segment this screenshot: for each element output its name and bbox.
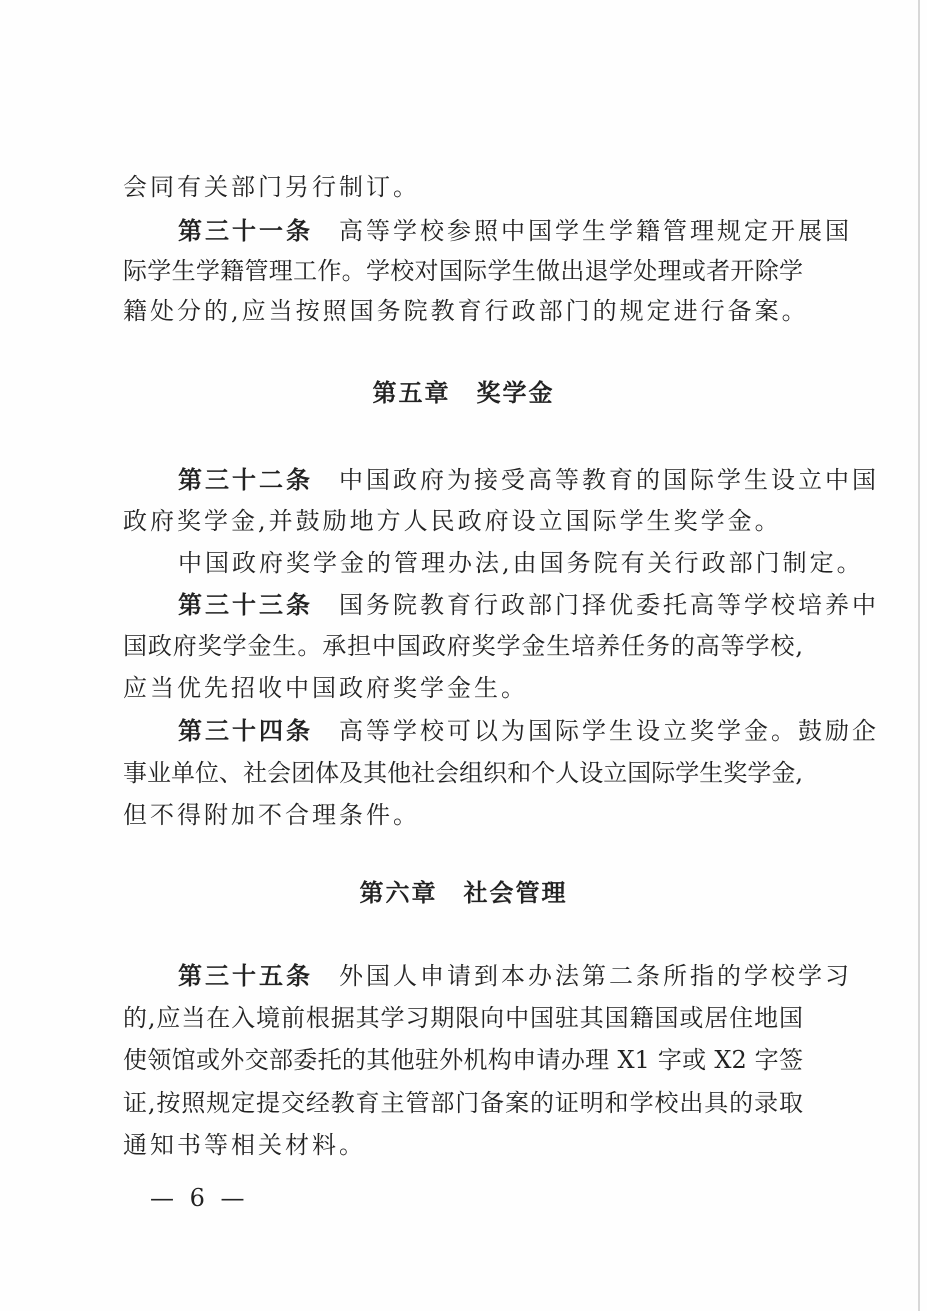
article-33-text: 国务院教育行政部门择优委托高等学校培养中 [339, 591, 879, 619]
text-line: 的,应当在入境前根据其学习期限向中国驻其国籍国或居住地国 [123, 1004, 803, 1032]
page-number: — 6 — [150, 1184, 249, 1212]
text-line: 政府奖学金,并鼓励地方人民政府设立国际学生奖学金。 [123, 507, 782, 535]
text-line: 应当优先招收中国政府奖学金生。 [123, 674, 528, 702]
article-35-text: 外国人申请到本办法第二条所指的学校学习 [339, 962, 852, 990]
text-line: 中国政府奖学金的管理办法,由国务院有关行政部门制定。 [178, 549, 864, 577]
article-35-label: 第三十五条 [178, 961, 313, 990]
article-34-text: 高等学校可以为国际学生设立奖学金。鼓励企 [339, 717, 879, 745]
article-34-label: 第三十四条 [178, 716, 313, 745]
article-32-first-line [178, 465, 879, 495]
article-33-label: 第三十三条 [178, 590, 313, 619]
chapter-title: 奖学金 [476, 379, 555, 407]
text-line: 证,按照规定提交经教育主管部门备案的证明和学校出具的录取 [123, 1089, 803, 1117]
text-line: 事业单位、社会团体及其他社会组织和个人设立国际学生奖学金, [123, 759, 803, 787]
article-31-text: 高等学校参照中国学生学籍管理规定开展国 [339, 217, 852, 245]
text-line: 国政府奖学金生。承担中国政府奖学金生培养任务的高等学校, [123, 632, 803, 660]
chapter-title: 社会管理 [463, 879, 568, 907]
chapter-number: 第五章 [372, 379, 451, 407]
article-35-first-line [178, 961, 852, 991]
text-line: 籍处分的,应当按照国务院教育行政部门的规定进行备案。 [123, 297, 809, 325]
article-34-first-line [178, 716, 879, 746]
text-line: 使领馆或外交部委托的其他驻外机构申请办理 X1 字或 X2 字签 [123, 1046, 803, 1074]
chapter-5-heading [0, 378, 927, 408]
text-line: 通知书等相关材料。 [123, 1131, 366, 1159]
text-line: 会同有关部门另行制订。 [123, 173, 420, 201]
text-line: 际学生学籍管理工作。学校对国际学生做出退学处理或者开除学 [123, 257, 803, 285]
article-31-label: 第三十一条 [178, 216, 313, 245]
chapter-6-heading [0, 878, 927, 908]
article-32-text: 中国政府为接受高等教育的国际学生设立中国 [339, 466, 879, 494]
article-32-label: 第三十二条 [178, 465, 313, 494]
page-edge-line [918, 0, 920, 1311]
article-33-first-line [178, 590, 879, 620]
article-31-first-line [178, 216, 852, 246]
chapter-number: 第六章 [359, 879, 438, 907]
text-line: 但不得附加不合理条件。 [123, 801, 420, 829]
